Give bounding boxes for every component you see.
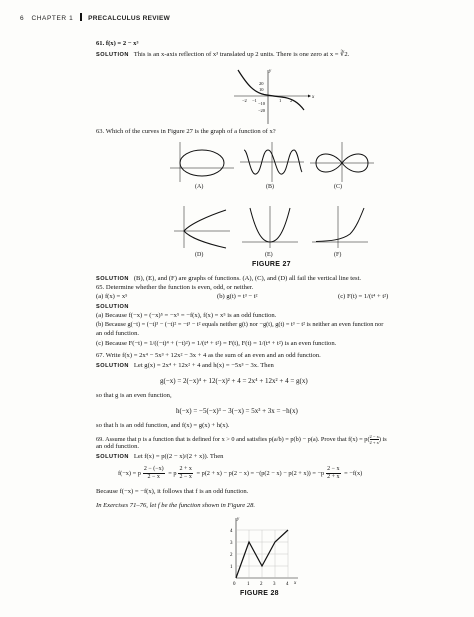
- problem-65-heading: 65. Determine whether the function is even, odd, or neither.: [96, 284, 254, 291]
- problem-69-equation: [118, 466, 362, 481]
- y-tick: 1: [230, 565, 233, 570]
- problem-65-solution-label: [96, 303, 129, 311]
- y-tick: 4: [230, 529, 233, 534]
- panel-label-a: (A): [195, 184, 204, 190]
- fraction-denominator: 2 − x: [179, 474, 192, 480]
- x-tick: 0: [233, 582, 236, 587]
- equation-h-odd: h(−x) = −5(−x)³ − 3(−x) = 5x³ + 3x = −h(x): [176, 407, 298, 415]
- panel-b-wave: [238, 140, 308, 184]
- figure-27-caption: FIGURE 27: [252, 261, 291, 268]
- x-axis-arrow: [308, 95, 311, 98]
- problem-65-line: (b) Because g(−t) = (−t)³ − (−t)² = −t³ − t² equals neither g(t) nor −g(t), g(t) = t³ − t² is neither an even function nor: [96, 321, 384, 328]
- panel-d-sideways-parabola: [172, 204, 234, 250]
- problem-67-solution: [96, 362, 274, 370]
- problem-65-part-b: (b) g(t) = t³ − t²: [217, 293, 258, 300]
- panel-a-ellipse: [168, 140, 238, 184]
- solution-text: This is an x-axis reflection of x³ translated up 2 units. There is one zero at x = ∛2.: [133, 51, 350, 58]
- fraction-numerator: 2 + x: [179, 466, 192, 472]
- eq-part: f(−x) = p: [118, 469, 141, 477]
- fraction-numerator: 2 − x: [327, 466, 340, 472]
- figure-28-caption: FIGURE 28: [240, 590, 279, 597]
- panel-label-b: (B): [266, 184, 274, 190]
- header-divider: [80, 13, 82, 21]
- fraction-numerator: 2 − (−x): [143, 466, 164, 472]
- problem-69-solution: [96, 453, 223, 461]
- fraction-denominator: 2 + x: [369, 440, 379, 445]
- panel-label-d: (D): [195, 252, 204, 258]
- problem-67-between: so that g is an even function,: [96, 392, 172, 399]
- solution-label: SOLUTION: [96, 304, 129, 310]
- solution-text: (B), (E), and (F) are graphs of functions. (A), (C), and (D) all fail the vertical line test.: [133, 275, 362, 282]
- curve-2-minus-x-cubed: [238, 70, 304, 110]
- tick-label: 10: [259, 87, 264, 92]
- tick-label: 20: [259, 81, 264, 86]
- eq-part: = p(2 + x) − p(2 − x) = −(p(2 − x) − p(2 + x)) = −p: [196, 469, 325, 477]
- solution-text: Let g(x) = 2x⁴ + 12x² + 4 and h(x) = −5x³ − 3x. Then: [133, 362, 274, 369]
- problem-61-heading: 61. f(x) = 2 − x³: [96, 40, 139, 47]
- solution-label: SOLUTION: [96, 52, 129, 58]
- y-axis-label: y: [269, 69, 272, 74]
- problem-69-heading-line2: an odd function.: [96, 443, 140, 450]
- page-number: 6: [20, 15, 25, 22]
- problem-67-after: so that h is an odd function, and f(x) = g(x) + h(x).: [96, 422, 230, 429]
- panel-e-parabola: [240, 204, 302, 250]
- x-tick: 1: [247, 582, 250, 587]
- solution-label: SOLUTION: [96, 363, 129, 369]
- x-axis-label: x: [312, 95, 315, 100]
- problem-65-part-c: (c) F(t) = 1/(t⁴ + t²): [338, 293, 389, 300]
- problem-65-part-a: (a) f(x) = x⁵: [96, 293, 128, 300]
- problem-69-text: ) is: [378, 435, 387, 443]
- problem-61-solution: [96, 51, 349, 59]
- problem-65-line: an odd function.: [96, 330, 140, 337]
- problem-65-line: (c) Because F(−t) = 1/((−t)⁴ + (−t)²) = 1/(t⁴ + t²) = F(t), F(t) = 1/(t⁴ + t²) is an even function.: [96, 340, 337, 347]
- tick-label: −20: [258, 108, 266, 113]
- problem-63-solution: [96, 275, 361, 283]
- eq-fraction: [326, 466, 340, 481]
- panel-label-c: (C): [334, 184, 342, 190]
- solution-text: Let f(x) = p((2 − x)/(2 + x)). Then: [133, 453, 224, 460]
- solution-label: SOLUTION: [96, 276, 129, 282]
- chapter-label: CHAPTER 1: [31, 15, 74, 22]
- x-axis-label: x: [294, 581, 297, 586]
- tick-label: 1: [279, 98, 282, 103]
- problem-63-question: 63. Which of the curves in Figure 27 is the graph of a function of x?: [96, 128, 276, 135]
- tick-label: −10: [258, 101, 266, 106]
- panel-f-exponential: [310, 204, 372, 250]
- y-tick: 3: [230, 541, 233, 546]
- y-tick: 2: [230, 553, 233, 558]
- x-tick: 4: [286, 582, 289, 587]
- problem-69-heading: [96, 434, 387, 445]
- running-header: [20, 13, 170, 22]
- x-tick: 2: [260, 582, 263, 587]
- eq-fraction: [143, 466, 165, 481]
- panel-c-lemniscate: [308, 140, 378, 184]
- eq-fraction: [178, 466, 192, 481]
- chapter-title: PRECALCULUS REVIEW: [88, 15, 171, 22]
- fraction-numerator: 2 − x: [369, 434, 379, 439]
- panel-label-e: (E): [265, 252, 273, 258]
- exercises-note: In Exercises 71–76, let f be the function shown in Figure 28.: [96, 502, 256, 509]
- panel-label-f: (F): [334, 252, 342, 258]
- problem-61-graph: [228, 66, 316, 128]
- tick-label: 2: [290, 98, 293, 103]
- x-tick: 3: [273, 582, 276, 587]
- solution-label: SOLUTION: [96, 454, 129, 460]
- problem-69-fraction: [370, 434, 379, 445]
- eq-part: = −f(x): [344, 469, 363, 477]
- y-axis-label: y: [237, 517, 240, 522]
- tick-label: −1: [252, 98, 257, 103]
- problem-65-line: (a) Because f(−x) = (−x)⁵ = −x⁵ = −f(x), f(x) = x⁵ is an odd function.: [96, 312, 277, 319]
- figure-28-graph: [222, 514, 302, 588]
- problem-69-text: 69. Assume that p is a function that is defined for x > 0 and satisfies p(a/b) = p(b) − p(a). Prove that f(x) = p(: [96, 435, 370, 443]
- fraction-denominator: 2 − x: [147, 474, 160, 480]
- tick-label: −2: [242, 98, 247, 103]
- equation-g-even: g(−x) = 2(−x)⁴ + 12(−x)² + 4 = 2x⁴ + 12x² + 4 = g(x): [160, 377, 308, 385]
- problem-67-heading: 67. Write f(x) = 2x⁴ − 5x³ + 12x² − 3x + 4 as the sum of an even and an odd function.: [96, 352, 321, 359]
- problem-69-conclusion: Because f(−x) = −f(x), it follows that f is an odd function.: [96, 488, 249, 495]
- eq-part: = p: [168, 469, 177, 477]
- fraction-denominator: 2 + x: [327, 474, 340, 480]
